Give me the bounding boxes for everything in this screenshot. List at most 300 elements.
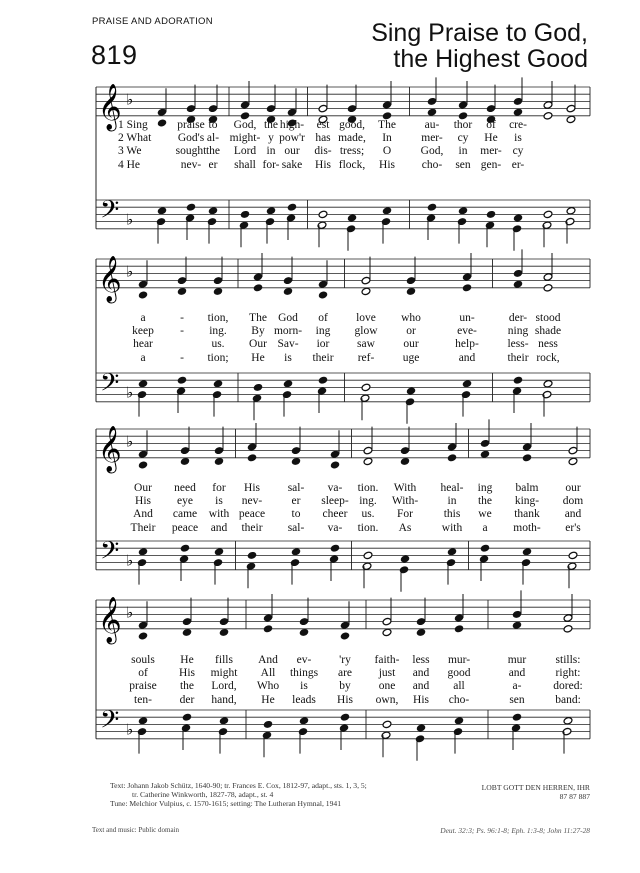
- note-head: [263, 720, 273, 728]
- lyric-syllable: help-: [455, 338, 479, 351]
- note-head: [182, 713, 192, 721]
- lyric-syllable: As: [398, 521, 412, 534]
- lyric-syllable: and: [458, 351, 476, 364]
- lyric-syllable: 'ry: [339, 654, 351, 666]
- lyric-syllable: our: [403, 338, 419, 351]
- lyric-syllable: tion.: [357, 482, 379, 494]
- note-head: [186, 203, 196, 211]
- lyric-syllable: tress;: [339, 145, 365, 158]
- note-head: [512, 713, 522, 721]
- lyric-syllable: est: [316, 119, 330, 131]
- note-head: [447, 454, 457, 462]
- lyric-syllable: with: [208, 508, 230, 521]
- lyric-syllable: God,: [233, 119, 257, 131]
- lyric-syllable: for-: [262, 158, 280, 171]
- lyric-syllable: God: [278, 312, 298, 324]
- note-head: [563, 717, 573, 725]
- note-head: [566, 104, 576, 112]
- note-head: [157, 108, 167, 116]
- lyric-syllable: His: [337, 693, 353, 706]
- lyric-syllable: His: [179, 667, 195, 680]
- note-head: [291, 457, 301, 465]
- lyric-syllable: or: [406, 325, 416, 338]
- lyric-syllable: sought: [175, 145, 207, 158]
- lyric-syllable: tion;: [207, 351, 229, 364]
- lyric-syllable: peace: [171, 521, 199, 534]
- tune-name: LOBT GOTT DEN HERREN, IHR: [481, 783, 590, 792]
- lyric-syllable: a: [140, 312, 146, 324]
- lyric-syllable: and: [210, 521, 228, 534]
- note-head: [340, 632, 350, 640]
- note-head: [330, 450, 340, 458]
- note-head: [563, 614, 573, 622]
- note-head: [513, 376, 523, 384]
- note-head: [180, 446, 190, 454]
- note-head: [138, 621, 148, 629]
- note-head: [382, 207, 392, 215]
- note-head: [543, 273, 553, 281]
- note-head: [480, 450, 490, 458]
- note-head: [458, 207, 468, 215]
- lyric-syllable: hear: [133, 338, 153, 351]
- note-head: [180, 544, 190, 552]
- note-head: [416, 724, 426, 732]
- lyric-syllable: souls: [131, 654, 155, 666]
- lyric-syllable: ior: [316, 338, 330, 351]
- lyric-syllable: eye: [177, 495, 193, 508]
- note-head: [416, 617, 426, 625]
- lyric-syllable: in: [447, 495, 457, 508]
- note-head: [382, 628, 392, 636]
- flat-sign: ♭: [126, 262, 134, 281]
- note-head: [182, 617, 192, 625]
- lyric-syllable: a: [140, 351, 146, 364]
- note-head: [266, 207, 276, 215]
- lyric-syllable: less: [412, 654, 430, 666]
- lyric-syllable: y: [268, 132, 274, 145]
- note-head: [214, 548, 224, 556]
- verse-start: 1 Sing: [118, 119, 148, 131]
- note-head: [318, 210, 328, 218]
- note-head: [406, 276, 416, 284]
- lyric-syllable: the: [205, 145, 221, 158]
- bass-clef: 𝄢: [100, 705, 120, 741]
- note-head: [454, 614, 464, 622]
- hymn-number: 819: [91, 40, 138, 70]
- note-head: [287, 108, 297, 116]
- note-head: [330, 461, 340, 469]
- lyric-syllable: our: [565, 482, 581, 494]
- lyric-syllable: -: [180, 325, 184, 338]
- lyric-syllable: er: [208, 158, 218, 171]
- verse-start: 4 He: [118, 158, 141, 171]
- note-head: [363, 551, 373, 559]
- lyric-syllable: for: [212, 482, 226, 494]
- note-head: [522, 548, 532, 556]
- lyric-syllable: tion.: [357, 521, 379, 534]
- lyric-syllable: sake: [281, 158, 303, 171]
- lyric-syllable: Lord,: [211, 680, 237, 693]
- lyric-syllable: glow: [354, 325, 378, 338]
- lyric-syllable: -: [180, 351, 184, 364]
- lyric-syllable: mur: [507, 654, 527, 666]
- hymn-title-line-2: the Highest Good: [393, 45, 588, 73]
- note-head: [318, 280, 328, 288]
- bass-clef: 𝄢: [100, 536, 120, 572]
- note-head: [462, 273, 472, 281]
- lyric-syllable: love: [356, 312, 376, 324]
- note-head: [213, 276, 223, 284]
- flat-sign: ♭: [126, 210, 134, 229]
- lyric-syllable: Who: [256, 680, 280, 693]
- lyric-syllable: is: [284, 351, 292, 364]
- lyric-syllable: saw: [357, 338, 375, 351]
- note-head: [566, 207, 576, 215]
- note-head: [382, 720, 392, 728]
- lyric-syllable: in: [266, 145, 276, 158]
- lyric-syllable: For: [397, 508, 413, 521]
- section-label: PRAISE AND ADORATION: [92, 16, 213, 27]
- text-credit: [110, 781, 367, 808]
- lyric-syllable: shall: [234, 158, 256, 171]
- lyric-syllable: their: [312, 351, 334, 364]
- lyric-syllable: good,: [339, 119, 365, 131]
- lyric-syllable: O: [382, 145, 392, 158]
- lyric-syllable: nev-: [241, 495, 263, 508]
- note-head: [361, 287, 371, 295]
- note-head: [427, 108, 437, 116]
- lyric-syllable: one: [378, 680, 396, 693]
- lyric-syllable: need: [174, 482, 196, 494]
- note-head: [568, 551, 578, 559]
- lyric-syllable: The: [249, 312, 267, 324]
- lyric-syllable: keep: [132, 325, 154, 338]
- lyric-syllable: ing.: [359, 495, 377, 508]
- note-head: [318, 376, 328, 384]
- flat-sign: ♭: [126, 551, 134, 570]
- note-head: [214, 446, 224, 454]
- note-head: [138, 291, 148, 299]
- lyric-syllable: ing: [315, 325, 331, 338]
- note-head: [138, 717, 148, 725]
- note-head: [363, 446, 373, 454]
- lyric-syllable: der: [179, 693, 195, 706]
- lyric-syllable: The: [378, 119, 396, 131]
- lyric-syllable: is: [300, 680, 308, 693]
- lyric-syllable: un-: [459, 312, 475, 324]
- lyric-syllable: heal-: [440, 482, 464, 494]
- note-head: [318, 104, 328, 112]
- lyric-syllable: der-: [508, 312, 528, 324]
- lyric-syllable: Our: [249, 338, 267, 351]
- lyric-syllable: -: [180, 312, 184, 324]
- lyric-syllable: our: [284, 145, 300, 158]
- lyric-syllable: less-: [507, 338, 529, 351]
- verse-start: 3 We: [118, 145, 142, 158]
- lyric-syllable: of: [486, 119, 496, 131]
- lyric-syllable: high-: [279, 119, 305, 131]
- lyric-syllable: moth-: [513, 521, 541, 534]
- lyric-syllable: balm: [515, 482, 539, 494]
- lyric-syllable: sen: [509, 693, 525, 706]
- lyric-syllable: peace: [238, 508, 266, 521]
- lyric-syllable: sen: [455, 158, 471, 171]
- lyric-syllable: God's: [177, 132, 205, 145]
- copyright-notice: Text and music: Public domain: [92, 826, 179, 834]
- lyric-syllable: uge: [402, 351, 420, 364]
- lyric-syllable: good: [447, 667, 471, 680]
- note-head: [512, 621, 522, 629]
- note-head: [219, 717, 229, 725]
- lyric-syllable: by: [339, 680, 351, 693]
- lyric-syllable: right:: [555, 667, 581, 680]
- lyric-syllable: sleep-: [321, 495, 349, 508]
- note-head: [486, 104, 496, 112]
- lyric-syllable: all: [453, 680, 465, 693]
- lyric-syllable: has: [315, 132, 331, 145]
- lyric-syllable: With: [393, 482, 417, 494]
- lyric-syllable: In: [382, 132, 392, 145]
- lyric-syllable: their: [507, 351, 529, 364]
- note-head: [513, 269, 523, 277]
- note-head: [406, 287, 416, 295]
- lyric-syllable: thor: [453, 119, 473, 131]
- lyric-syllable: in: [458, 145, 468, 158]
- scripture-references: Deut. 32:3; Ps. 96:1-8; Eph. 1:3-8; John 11:27-28: [440, 826, 590, 835]
- lyric-syllable: stills:: [555, 654, 581, 666]
- note-head: [447, 548, 457, 556]
- lyric-syllable: All: [260, 667, 276, 680]
- lyric-syllable: He: [261, 693, 275, 706]
- note-head: [462, 380, 472, 388]
- note-head: [299, 628, 309, 636]
- lyric-syllable: shade: [534, 325, 562, 338]
- note-head: [283, 276, 293, 284]
- note-head: [247, 551, 257, 559]
- note-head: [208, 207, 218, 215]
- note-head: [177, 287, 187, 295]
- lyric-syllable: things: [289, 667, 319, 680]
- lyric-syllable: morn-: [273, 325, 303, 338]
- note-head: [480, 439, 490, 447]
- lyric-syllable: And: [258, 654, 278, 666]
- lyric-syllable: is: [215, 495, 223, 508]
- lyric-syllable: to: [208, 119, 218, 131]
- note-head: [157, 207, 167, 215]
- lyric-syllable: king-: [514, 495, 540, 508]
- note-head: [340, 621, 350, 629]
- flat-sign: ♭: [126, 90, 134, 109]
- note-head: [513, 108, 523, 116]
- lyric-syllable: sal-: [287, 521, 305, 534]
- note-head: [318, 291, 328, 299]
- note-head: [182, 628, 192, 636]
- lyric-syllable: are: [337, 667, 353, 680]
- lyric-syllable: Our: [134, 482, 152, 494]
- lyric-syllable: cy: [512, 145, 524, 158]
- lyric-syllable: sal-: [287, 482, 305, 494]
- note-head: [214, 457, 224, 465]
- lyric-syllable: a: [482, 521, 488, 534]
- lyric-syllable: By: [251, 325, 265, 338]
- treble-clef: 𝄞: [98, 255, 122, 302]
- lyric-syllable: And: [133, 508, 153, 521]
- note-head: [291, 548, 301, 556]
- lyric-syllable: and: [564, 508, 582, 521]
- lyric-syllable: came: [172, 508, 198, 521]
- note-head: [287, 203, 297, 211]
- note-head: [253, 383, 263, 391]
- note-head: [138, 548, 148, 556]
- note-head: [513, 214, 523, 222]
- flat-sign: ♭: [126, 603, 134, 622]
- lyric-syllable: ing.: [209, 325, 227, 338]
- note-head: [177, 276, 187, 284]
- lyric-syllable: leads: [292, 693, 316, 706]
- note-head: [138, 450, 148, 458]
- note-head: [563, 625, 573, 633]
- note-head: [177, 376, 187, 384]
- note-head: [568, 446, 578, 454]
- lyric-syllable: their: [241, 521, 263, 534]
- lyric-syllable: cho-: [448, 693, 470, 706]
- lyric-syllable: band:: [555, 693, 581, 706]
- lyric-syllable: stood: [535, 312, 561, 324]
- note-head: [363, 457, 373, 465]
- note-head: [299, 717, 309, 725]
- lyric-syllable: of: [318, 312, 328, 324]
- lyric-syllable: dis-: [314, 145, 332, 158]
- note-head: [382, 101, 392, 109]
- lyric-syllable: ning: [507, 325, 529, 338]
- lyric-syllable: own,: [375, 693, 399, 706]
- note-head: [186, 104, 196, 112]
- lyric-syllable: us.: [361, 508, 375, 521]
- note-head: [247, 454, 257, 462]
- lyric-syllable: ev-: [296, 654, 312, 666]
- lyric-syllable: ing: [477, 482, 493, 494]
- lyric-syllable: nev-: [180, 158, 202, 171]
- lyric-syllable: faith-: [374, 654, 400, 666]
- note-head: [458, 101, 468, 109]
- note-head: [400, 555, 410, 563]
- note-head: [330, 544, 340, 552]
- hymn-title-line-1: Sing Praise to God,: [371, 19, 588, 47]
- note-head: [253, 284, 263, 292]
- verse-start: 2 What: [118, 132, 152, 145]
- note-head: [406, 387, 416, 395]
- note-head: [240, 101, 250, 109]
- tune-credit: Tune: Melchior Vulpius, c. 1570-1615; setting: The Lutheran Hymnal, 1941: [110, 799, 341, 808]
- note-head: [543, 112, 553, 120]
- treble-clef: 𝄞: [98, 596, 122, 643]
- text-credit-line-2: tr. Catherine Winkworth, 1827-78, adapt., st. 4: [132, 790, 274, 799]
- flat-sign: ♭: [126, 383, 134, 402]
- lyric-syllable: the: [263, 119, 279, 131]
- lyric-syllable: mer-: [480, 145, 502, 158]
- tune-info: [482, 783, 590, 801]
- note-head: [512, 610, 522, 618]
- note-head: [416, 628, 426, 636]
- lyric-syllable: God,: [420, 145, 444, 158]
- note-head: [361, 276, 371, 284]
- note-head: [240, 210, 250, 218]
- lyric-syllable: mur-: [447, 654, 471, 666]
- lyric-syllable: with: [441, 521, 463, 534]
- note-head: [543, 101, 553, 109]
- note-head: [291, 446, 301, 454]
- note-head: [283, 380, 293, 388]
- lyric-syllable: cre-: [509, 119, 527, 131]
- lyric-syllable: us.: [211, 338, 225, 351]
- lyric-syllable: va-: [327, 482, 343, 494]
- note-head: [347, 214, 357, 222]
- note-head: [382, 617, 392, 625]
- lyric-syllable: praise: [129, 680, 157, 693]
- note-head: [180, 457, 190, 465]
- lyric-syllable: might-: [229, 132, 261, 145]
- lyric-syllable: His: [315, 158, 331, 171]
- lyric-syllable: He: [484, 132, 498, 145]
- lyric-syllable: the: [477, 495, 493, 508]
- note-head: [138, 280, 148, 288]
- note-head: [543, 210, 553, 218]
- lyric-syllable: a-: [512, 680, 522, 693]
- lyric-syllable: thank: [514, 508, 540, 521]
- lyric-syllable: tion,: [207, 312, 229, 324]
- note-head: [447, 443, 457, 451]
- lyric-syllable: ref-: [357, 351, 375, 364]
- lyric-syllable: is: [514, 132, 522, 145]
- lyric-syllable: His: [244, 482, 260, 494]
- note-head: [213, 380, 223, 388]
- lyric-syllable: this: [443, 508, 461, 521]
- note-head: [347, 104, 357, 112]
- note-head: [400, 446, 410, 454]
- lyric-syllable: and: [412, 680, 430, 693]
- bass-clef: 𝄢: [100, 368, 120, 404]
- lyric-syllable: who: [401, 312, 421, 324]
- note-head: [138, 380, 148, 388]
- flat-sign: ♭: [126, 432, 134, 451]
- note-head: [138, 461, 148, 469]
- lyric-syllable: gen-: [480, 158, 502, 171]
- lyric-syllable: His: [135, 495, 151, 508]
- lyric-syllable: dom: [562, 495, 584, 508]
- lyric-syllable: er: [291, 495, 301, 508]
- note-head: [219, 617, 229, 625]
- lyric-syllable: and: [508, 667, 526, 680]
- note-head: [213, 287, 223, 295]
- lyric-syllable: va-: [327, 521, 343, 534]
- bass-clef: 𝄢: [100, 195, 120, 231]
- lyric-syllable: might: [210, 667, 238, 680]
- lyric-syllable: He: [251, 351, 265, 364]
- lyric-syllable: hand,: [211, 693, 237, 706]
- lyric-syllable: Sav-: [277, 338, 299, 351]
- lyric-syllable: and: [412, 667, 430, 680]
- note-head: [427, 203, 437, 211]
- flat-sign: ♭: [126, 720, 134, 739]
- lyric-syllable: made,: [338, 132, 366, 145]
- note-head: [299, 617, 309, 625]
- lyric-syllable: ness: [538, 338, 558, 351]
- lyric-syllable: to: [291, 508, 301, 521]
- text-credit-line-1: Text: Johann Jakob Schütz, 1640-90; tr. Frances E. Cox, 1812-97, adapt., sts. 1, 3, 5;: [110, 781, 367, 790]
- note-head: [247, 443, 257, 451]
- lyric-syllable: mer-: [421, 132, 443, 145]
- lyric-syllable: of: [138, 667, 148, 680]
